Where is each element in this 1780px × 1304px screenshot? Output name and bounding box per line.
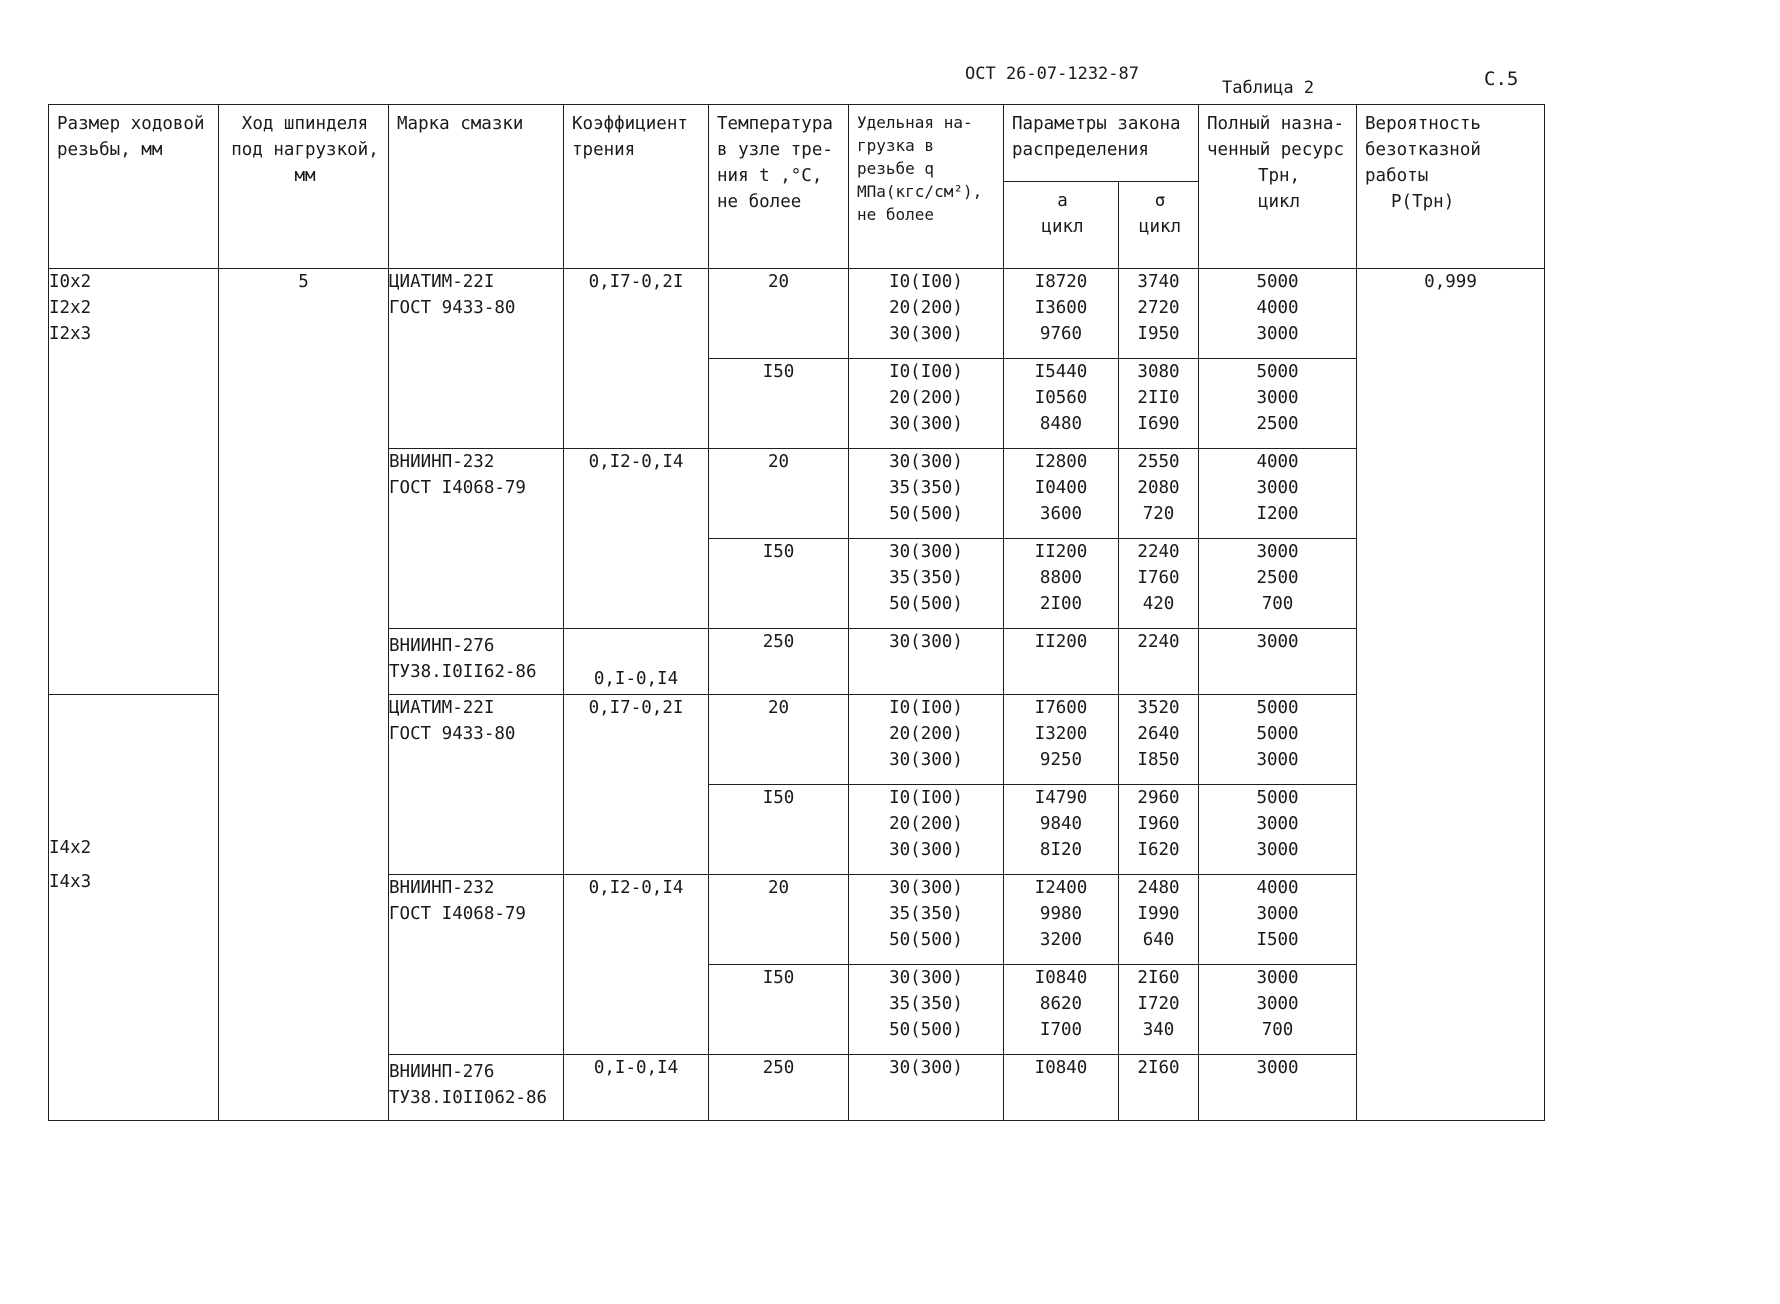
resource-cell: 3000 2500 700: [1199, 539, 1357, 629]
param-sigma-cell: 3520 2640 I850: [1119, 695, 1199, 785]
param-a-cell: I8720 I3600 9760: [1004, 269, 1119, 359]
temperature-cell: 20: [709, 449, 849, 539]
temperature-cell: 20: [709, 269, 849, 359]
friction-coefficient: 0,I2-0,I4: [564, 449, 709, 629]
resource-cell: 5000 5000 3000: [1199, 695, 1357, 785]
param-sigma-cell: 2550 2080 720: [1119, 449, 1199, 539]
param-sigma-cell: 2240: [1119, 629, 1199, 695]
document-code: ОСТ 26-07-1232-87: [965, 64, 1139, 84]
param-sigma-cell: 2480 I990 640: [1119, 875, 1199, 965]
temperature-cell: 250: [709, 629, 849, 695]
param-sigma-cell: 2I60 I720 340: [1119, 965, 1199, 1055]
resource-cell: 5000 3000 3000: [1199, 785, 1357, 875]
load-cell: 30(300) 35(350) 50(500): [849, 449, 1004, 539]
temperature-cell: 20: [709, 875, 849, 965]
friction-coefficient: 0,I7-0,2I: [564, 269, 709, 449]
temperature-cell: I50: [709, 965, 849, 1055]
friction-coefficient: 0,I-0,I4: [564, 629, 709, 695]
header-friction: Коэффициент трения: [564, 105, 709, 269]
header-thread: Размер ходовой резьбы, мм: [49, 105, 219, 269]
param-sigma-cell: 2I60: [1119, 1055, 1199, 1121]
header-load: Удельная на- грузка в резьбе q МПа(кгс/см²), не более: [849, 105, 1004, 269]
param-a-cell: I2400 9980 3200: [1004, 875, 1119, 965]
param-a-cell: I2800 I0400 3600: [1004, 449, 1119, 539]
resource-cell: 3000: [1199, 1055, 1357, 1121]
grease-name: ЦИАТИМ-22I ГОСТ 9433-80: [389, 695, 564, 875]
friction-coefficient: 0,I2-0,I4: [564, 875, 709, 1055]
temperature-cell: I50: [709, 539, 849, 629]
friction-coefficient: 0,I7-0,2I: [564, 695, 709, 875]
temperature-cell: 250: [709, 1055, 849, 1121]
header-probability: Вероятность безотказной работы Р(Трн): [1357, 105, 1545, 269]
temperature-cell: I50: [709, 359, 849, 449]
resource-cell: 5000 3000 2500: [1199, 359, 1357, 449]
grease-name: ВНИИНП-232 ГОСТ I4068-79: [389, 449, 564, 629]
header-resource: Полный назна- ченный ресурс Трн, цикл: [1199, 105, 1357, 269]
header-temperature: Температура в узле тре- ния t ,°С, не более: [709, 105, 849, 269]
temperature-cell: I50: [709, 785, 849, 875]
thread-sizes-group-2: I4x2 I4x3: [49, 695, 219, 1121]
resource-cell: 3000: [1199, 629, 1357, 695]
load-cell: 30(300) 35(350) 50(500): [849, 539, 1004, 629]
load-cell: 30(300) 35(350) 50(500): [849, 965, 1004, 1055]
load-cell: I0(I00) 20(200) 30(300): [849, 359, 1004, 449]
load-cell: 30(300) 35(350) 50(500): [849, 875, 1004, 965]
param-a-cell: II200 8800 2I00: [1004, 539, 1119, 629]
param-a-cell: I4790 9840 8I20: [1004, 785, 1119, 875]
param-a-cell: I0840 8620 I700: [1004, 965, 1119, 1055]
param-a-cell: I7600 I3200 9250: [1004, 695, 1119, 785]
header-grease: Марка смазки: [389, 105, 564, 269]
thread-sizes-group-1: I0x2 I2x2 I2x3: [49, 269, 219, 695]
data-table: [48, 104, 1545, 1121]
param-sigma-cell: 3740 2720 I950: [1119, 269, 1199, 359]
reliability-probability: 0,999: [1357, 269, 1545, 1121]
param-sigma-cell: 2960 I960 I620: [1119, 785, 1199, 875]
param-sigma-cell: 3080 2II0 I690: [1119, 359, 1199, 449]
friction-coefficient: 0,I-0,I4: [564, 1055, 709, 1121]
grease-name: ВНИИНП-232 ГОСТ I4068-79: [389, 875, 564, 1055]
header-distribution-params: Параметры закона распределения: [1004, 105, 1199, 182]
spindle-travel: 5: [219, 269, 389, 1121]
header-spindle: Ход шпинделя под нагрузкой, мм: [219, 105, 389, 269]
temperature-cell: 20: [709, 695, 849, 785]
resource-cell: 3000 3000 700: [1199, 965, 1357, 1055]
header-param-a: a цикл: [1004, 182, 1119, 269]
param-sigma-cell: 2240 I760 420: [1119, 539, 1199, 629]
resource-cell: 5000 4000 3000: [1199, 269, 1357, 359]
resource-cell: 4000 3000 I200: [1199, 449, 1357, 539]
resource-cell: 4000 3000 I500: [1199, 875, 1357, 965]
load-cell: I0(I00) 20(200) 30(300): [849, 785, 1004, 875]
header-param-sigma: σ цикл: [1119, 182, 1199, 269]
param-a-cell: I5440 I0560 8480: [1004, 359, 1119, 449]
load-cell: 30(300): [849, 629, 1004, 695]
load-cell: I0(I00) 20(200) 30(300): [849, 695, 1004, 785]
param-a-cell: II200: [1004, 629, 1119, 695]
load-cell: 30(300): [849, 1055, 1004, 1121]
load-cell: I0(I00) 20(200) 30(300): [849, 269, 1004, 359]
param-a-cell: I0840: [1004, 1055, 1119, 1121]
table-label: Таблица 2: [1222, 78, 1315, 98]
grease-name: ВНИИНП-276 ТУ38.I0II62-86: [389, 629, 564, 695]
grease-name: ВНИИНП-276 ТУ38.I0II062-86: [389, 1055, 564, 1121]
grease-name: ЦИАТИМ-22I ГОСТ 9433-80: [389, 269, 564, 449]
page-number: С.5: [1484, 68, 1519, 90]
